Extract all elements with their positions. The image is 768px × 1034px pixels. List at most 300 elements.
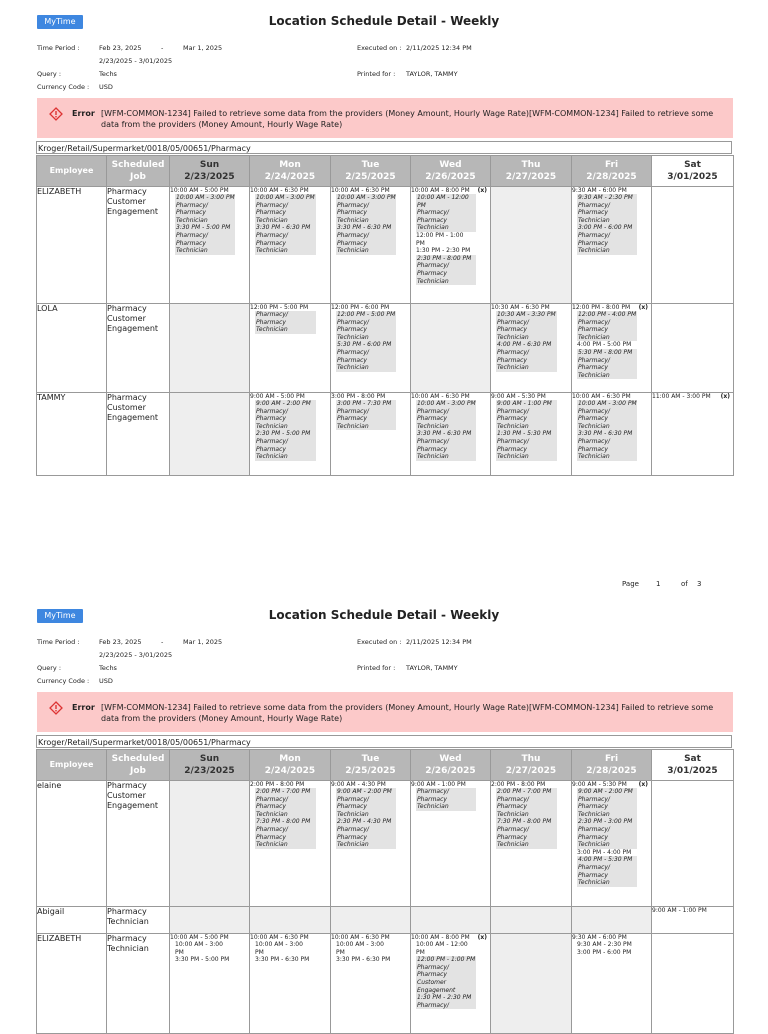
day-cell[interactable] [491,393,572,476]
segment-line: Pharmacy/ [255,311,316,319]
segment-line: Pharmacy/ [496,438,557,446]
scheduled-job: Pharmacy Technician [107,934,170,1034]
employee-name: ELIZABETH [37,187,107,304]
day-cell[interactable] [572,304,652,393]
shift-time [331,393,410,400]
day-cell [652,304,734,393]
segment-line: Pharmacy/ [416,964,476,972]
shift-time [572,934,651,941]
shift-time [331,187,410,194]
segment-line: Pharmacy/ [496,349,557,357]
shift-block [411,781,490,811]
currency-label: Currency Code : [37,83,90,91]
segment-line: 7:30 PM - 8:00 PM [496,818,557,826]
segment-line: 9:00 AM - 2:00 PM [577,788,637,796]
day-date: 3/01/2025 [667,766,718,776]
shift-block [250,187,330,255]
day-cell[interactable] [250,304,331,393]
segment-line: Pharmacy/ [416,788,476,796]
col-sun [170,156,250,187]
shift-time [331,781,410,788]
shift-time [331,934,410,941]
schedule-table [36,749,734,1034]
day-cell [572,907,652,934]
location-path: Kroger/Retail/Supermarket/0018/05/00651/Pharmacy [36,735,732,748]
segment-line: Pharmacy [255,240,316,248]
shift-block [250,393,330,461]
page-of-label: of [681,580,688,588]
time-period-end: Mar 1, 2025 [183,638,223,646]
shift-block [170,187,249,255]
segment-line: Pharmacy [496,446,557,454]
time-period-start: Feb 23, 2025 [99,638,142,646]
segment-line: Pharmacy [336,803,396,811]
segment-line: Pharmacy/ [496,796,557,804]
exception-flag[interactable]: (x) [477,934,487,941]
table-row [37,187,734,304]
exception-flag[interactable]: (x) [638,781,648,788]
error-message: [WFM-COMMON-1234] Failed to retrieve some data from the providers (Money Amount, Hourly Wage Rate)[WFM-COMMON-1234] Failed to retrieve some data from the providers (Money Amount, Hourly Wage Rate) [101,703,714,723]
error-icon [49,107,63,121]
segment-line: Technician [577,811,637,819]
shift-time [572,187,651,194]
segment-line: Pharmacy [577,415,637,423]
scheduled-job: Pharmacy Customer Engagement [107,781,170,907]
col-wed [411,156,491,187]
shift-block [170,934,249,964]
executed-label: Executed on : [357,44,402,52]
col-employee: Employee [37,156,107,187]
shift-block [331,934,410,964]
day-cell[interactable] [572,187,652,304]
day-cell[interactable] [572,934,652,1034]
day-cell [170,781,250,907]
day-cell [250,907,331,934]
col-mon [250,156,331,187]
shift-time-text: 9:00 AM - 4:30 PM [331,781,386,788]
segment-line: Pharmacy/ [255,438,316,446]
segment-line: 10:00 AM - 3:00 PM [176,194,235,201]
shift-block [491,393,571,461]
day-name: Sun [199,754,220,764]
segment-line: Technician [416,278,476,286]
shift-time-text: 10:00 AM - 5:00 PM [170,934,229,941]
shift-time-text: 9:30 AM - 6:00 PM [572,187,627,194]
day-date: 2/26/2025 [425,766,476,776]
shift-time [250,934,330,941]
col-employee: Employee [37,750,107,781]
segment-line: Technician [577,453,637,461]
day-cell[interactable] [250,187,331,304]
segment-line: Pharmacy/ [416,1002,476,1010]
segment-line: 1:30 PM - 2:30 PM [416,994,476,1002]
shift-block [411,187,490,285]
day-cell[interactable] [250,934,331,1034]
segment-line: Technician [336,247,396,255]
day-date: 2/23/2025 [184,766,235,776]
shift-time-text: 12:00 PM - 8:00 PM [572,304,631,311]
day-cell[interactable] [250,393,331,476]
exception-flag[interactable]: (x) [477,187,487,194]
location-path: Kroger/Retail/Supermarket/0018/05/00651/Pharmacy [36,141,732,154]
break-line: PM [336,948,345,956]
table-row [37,907,734,934]
segment-line: Pharmacy/ [336,796,396,804]
shift-time-text: 10:00 AM - 6:30 PM [572,393,631,400]
segment-line: Technician [416,803,476,811]
segment-line: Pharmacy [416,270,476,278]
exception-flag[interactable]: (x) [720,393,730,400]
segment-line: Pharmacy [336,240,396,248]
col-sat [652,750,734,781]
break-line: 3:30 PM - 6:30 PM [255,956,310,964]
segment-line: Technician [336,364,396,372]
segment-line: 3:30 PM - 6:30 PM [255,224,316,232]
break-line: 10:00 AM - 3:00 [336,941,384,948]
segment-line: 3:30 PM - 6:30 PM [336,224,396,232]
day-cell[interactable] [331,781,411,907]
shift-block [572,187,651,255]
segment-line: Technician [336,217,396,225]
shift-time [250,781,330,788]
mytime-logo: MyTime [37,609,83,623]
day-cell[interactable] [652,393,734,476]
schedule-table [36,155,734,476]
segment-line: Pharmacy [416,217,476,225]
shift-block [572,781,651,887]
day-cell[interactable] [411,934,491,1034]
segment-line: Pharmacy/ [577,202,637,210]
employee-name: ELIZABETH [37,934,107,1034]
col-fri [572,156,652,187]
scheduled-job: Pharmacy Customer Engagement [107,393,170,476]
segment-line: Pharmacy [255,209,316,217]
scheduled-job: Pharmacy Customer Engagement [107,187,170,304]
segment-line: Pharmacy/ [175,202,235,210]
executed-label: Executed on : [357,638,402,646]
shift-time-text: 12:00 PM - 5:00 PM [250,304,309,311]
shift-block [331,393,410,430]
shift-time [331,304,410,311]
error-banner [37,98,733,138]
day-cell [491,907,572,934]
day-name: Thu [521,754,541,764]
query-value: Techs [99,664,117,672]
segment-line: Pharmacy [496,326,557,334]
break-line: PM [416,948,425,956]
segment-line: 12:00 PM - 4:00 PM [578,311,637,318]
shift-block [331,304,410,372]
day-date: 2/25/2025 [345,766,396,776]
segment-line: Engagement [416,987,476,995]
query-label: Query : [37,70,62,78]
segment-line: 10:00 AM - 3:00 PM [417,400,476,407]
segment-line: Technician [336,423,396,431]
currency-label: Currency Code : [37,677,90,685]
segment-line: 2:30 PM - 3:00 PM [577,818,637,826]
segment-line: Pharmacy/ [336,202,396,210]
shift-time-text: 10:00 AM - 6:30 PM [331,934,390,941]
shift-block [491,304,571,372]
break-line: 12:00 PM - 1:00 [416,231,464,239]
day-cell[interactable] [170,187,250,304]
segment-line: Pharmacy/ [416,408,476,416]
break-line: 3:00 PM - 6:00 PM [577,948,632,956]
segment-line: Technician [175,247,235,255]
col-fri [572,750,652,781]
time-period-label: Time Period : [37,44,80,52]
day-cell[interactable] [331,934,411,1034]
day-cell [652,934,734,1034]
segment-line: Pharmacy/ [577,357,637,365]
day-cell[interactable] [572,781,652,907]
day-date: 3/01/2025 [667,172,718,182]
time-period-label: Time Period : [37,638,80,646]
day-cell[interactable] [572,393,652,476]
segment-line: Technician [577,247,637,255]
table-row [37,393,734,476]
day-cell[interactable] [491,781,572,907]
day-cell[interactable] [250,781,331,907]
col-sun [170,750,250,781]
segment-line: Pharmacy/ [577,438,637,446]
shift-block [250,781,330,849]
shift-time [411,187,490,194]
employee-name: Abigail [37,907,107,934]
segment-line: 2:30 PM - 5:00 PM [255,430,316,438]
segment-line: Pharmacy [416,415,476,423]
shift-time [491,304,571,311]
printed-value: TAYLOR, TAMMY [406,70,458,78]
schedule-body [37,781,734,1034]
day-cell [170,907,250,934]
day-cell [411,304,491,393]
employee-name: elaine [37,781,107,907]
day-cell[interactable] [411,187,491,304]
segment-line: 10:00 AM - 12:00 [416,194,476,202]
report-title: Location Schedule Detail - Weekly [268,608,500,622]
shift-time-text: 9:00 AM - 5:00 PM [250,393,305,400]
segment-line: 3:00 PM - 7:30 PM [336,400,396,408]
currency-value: USD [99,83,113,91]
day-name: Mon [279,754,301,764]
shift-time [572,304,651,311]
segment-line: Technician [577,372,637,380]
shift-block [331,187,410,255]
segment-line: Customer [416,979,476,987]
break-line: PM [416,239,425,247]
header-row [37,156,734,187]
day-name: Wed [439,754,462,764]
col-thu [491,156,572,187]
segment-line: Pharmacy [577,209,637,217]
segment-line: Pharmacy/ [416,209,476,217]
segment-line: Pharmacy [255,446,316,454]
segment-line: Technician [496,334,557,342]
break-line: 4:00 PM - 5:00 PM [577,341,632,349]
page-total: 3 [697,580,702,588]
segment-line: 1:30 PM - 5:30 PM [496,430,557,438]
segment-line: 4:00 PM - 5:30 PM [577,856,637,864]
day-cell[interactable] [411,393,491,476]
error-label: Error [72,109,95,118]
schedule-body [37,187,734,476]
segment-line: Pharmacy [577,326,637,334]
segment-line: Pharmacy [577,240,637,248]
segment-line: Technician [577,334,637,342]
segment-line: Technician [255,217,316,225]
header-row [37,750,734,781]
day-name: Sat [684,160,701,170]
shift-block [572,304,651,379]
shift-time [572,781,651,788]
segment-line: Pharmacy/ [255,232,316,240]
page-label: Page [622,580,639,588]
mytime-logo: MyTime [37,15,83,29]
table-row [37,934,734,1034]
day-name: Sat [684,754,701,764]
shift-block [411,934,490,1009]
segment-line: Pharmacy/ [496,826,557,834]
scheduled-job: Pharmacy Customer Engagement [107,304,170,393]
day-cell[interactable] [331,393,411,476]
shift-block [652,393,733,400]
segment-line: 12:00 PM - 5:00 PM [337,311,396,318]
segment-line: Pharmacy [496,834,557,842]
segment-line: 3:00 PM - 6:00 PM [577,224,637,232]
segment-line: Pharmacy [175,209,235,217]
segment-line: Technician [416,453,476,461]
break-line: PM [175,948,184,956]
segment-line: Pharmacy [175,240,235,248]
segment-line: Pharmacy [416,971,476,979]
error-banner [37,692,733,732]
break-line: PM [255,948,264,956]
shift-time-text: 2:00 PM - 8:00 PM [250,781,305,788]
segment-line: Technician [255,841,316,849]
day-cell [491,934,572,1034]
segment-line: 9:00 AM - 2:00 PM [336,788,396,796]
shift-block [411,393,490,461]
shift-time-text: 10:00 AM - 6:30 PM [250,187,309,194]
segment-line: 7:30 PM - 8:00 PM [255,818,316,826]
currency-value: USD [99,677,113,685]
time-period-dash: - [161,44,164,52]
query-value: Techs [99,70,117,78]
shift-time-text: 2:00 PM - 8:00 PM [491,781,546,788]
shift-time [250,393,330,400]
segment-line: Pharmacy/ [336,408,396,416]
day-name: Sun [199,160,220,170]
shift-block [331,781,410,849]
segment-line: Technician [496,841,557,849]
table-row [37,304,734,393]
day-cell [170,304,250,393]
segment-line: Pharmacy [577,446,637,454]
error-message: [WFM-COMMON-1234] Failed to retrieve some data from the providers (Money Amount, Hourly Wage Rate)[WFM-COMMON-1234] Failed to retrieve some data from the providers (Money Amount, Hourly Wage Rate) [101,109,714,129]
shift-time-text: 10:00 AM - 5:00 PM [170,187,229,194]
segment-line: Technician [577,217,637,225]
segment-line: Technician [255,811,316,819]
shift-time-text: 9:30 AM - 6:00 PM [572,934,627,941]
day-cell [652,781,734,907]
segment-line: Technician [175,217,235,225]
shift-time-text: 10:00 AM - 6:30 PM [411,393,470,400]
break-line: 3:30 PM - 5:00 PM [175,956,230,964]
day-cell[interactable] [170,934,250,1034]
segment-line: 2:30 PM - 4:30 PM [336,818,396,826]
day-date: 2/27/2025 [505,766,557,776]
shift-time-text: 9:00 AM - 1:00 PM [411,781,466,788]
segment-line: Pharmacy/ [577,408,637,416]
segment-line: Pharmacy/ [336,826,396,834]
segment-line: Pharmacy/ [336,349,396,357]
segment-line: Technician [416,224,476,232]
segment-line: Pharmacy [577,872,637,880]
col-wed [411,750,491,781]
segment-line: Pharmacy [577,834,637,842]
shift-block [572,393,651,461]
exception-flag[interactable]: (x) [638,304,648,311]
day-cell[interactable] [491,304,572,393]
scheduled-job: Pharmacy Technician [107,907,170,934]
time-period-range: 2/23/2025 - 3/01/2025 [99,651,173,659]
day-name: Fri [604,160,619,170]
day-date: 2/28/2025 [586,766,637,776]
segment-line: Pharmacy [416,796,476,804]
segment-line: Pharmacy [336,357,396,365]
shift-time [250,187,330,194]
day-date: 2/27/2025 [505,172,557,182]
segment-line: Pharmacy [336,415,396,423]
executed-value: 2/11/2025 12:34 PM [406,638,472,646]
segment-line: 2:00 PM - 7:00 PM [496,788,557,796]
shift-time-text: 10:00 AM - 6:30 PM [250,934,309,941]
shift-block [250,934,330,964]
segment-line: Pharmacy [496,415,557,423]
day-cell[interactable] [411,781,491,907]
segment-line: Technician [577,879,637,887]
segment-line: 3:30 PM - 6:30 PM [416,430,476,438]
day-cell[interactable] [331,304,411,393]
shift-time [411,934,490,941]
segment-line: Pharmacy/ [577,796,637,804]
segment-line: 2:30 PM - 8:00 PM [416,255,476,263]
segment-line: Pharmacy/ [577,319,637,327]
col-tue [331,156,411,187]
break-line: 10:00 AM - 3:00 [255,941,303,948]
segment-line: Pharmacy/ [416,262,476,270]
segment-line: Pharmacy [336,834,396,842]
segment-line: Technician [577,841,637,849]
day-cell[interactable] [652,907,734,934]
segment-line: Pharmacy [496,803,557,811]
day-cell[interactable] [331,187,411,304]
shift-block [491,781,571,849]
shift-time-text: 9:00 AM - 5:30 PM [491,393,546,400]
segment-line: Pharmacy/ [416,438,476,446]
shift-time [491,393,571,400]
shift-time [411,393,490,400]
shift-time [652,393,733,400]
day-date: 2/24/2025 [264,766,316,776]
shift-time [170,187,249,194]
report-title: Location Schedule Detail - Weekly [268,14,500,28]
segment-line: Technician [255,453,316,461]
segment-line: 9:00 AM - 2:00 PM [255,400,316,408]
segment-line: Pharmacy/ [255,408,316,416]
segment-line: Pharmacy/ [255,826,316,834]
